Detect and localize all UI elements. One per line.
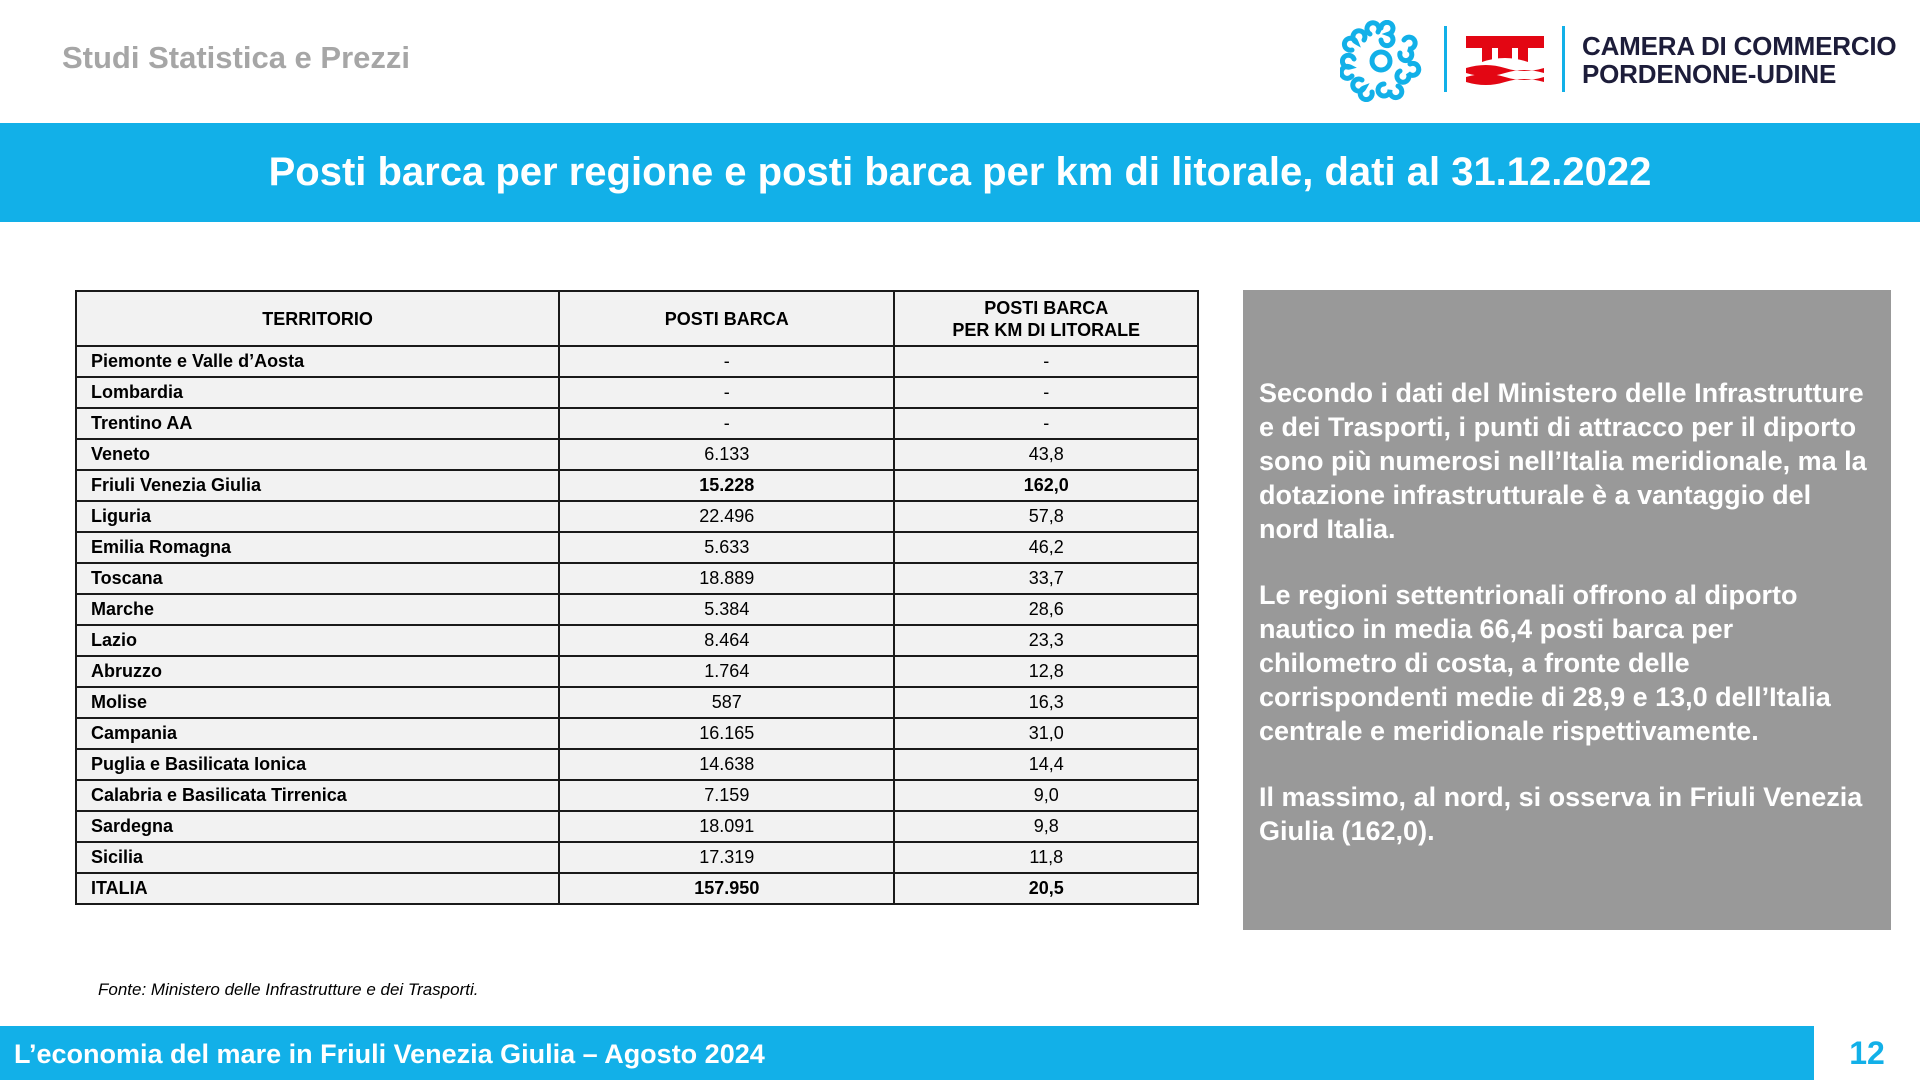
cell-posti-km: 14,4 bbox=[894, 749, 1198, 780]
cell-posti-km: 9,8 bbox=[894, 811, 1198, 842]
cell-posti-km: 57,8 bbox=[894, 501, 1198, 532]
cell-territorio: Trentino AA bbox=[76, 408, 559, 439]
table-row bbox=[76, 811, 1198, 842]
cell-territorio: Marche bbox=[76, 594, 559, 625]
cell-territorio: Emilia Romagna bbox=[76, 532, 559, 563]
table-row bbox=[76, 780, 1198, 811]
pordenone-udine-logo-icon bbox=[1464, 32, 1546, 90]
cell-posti-barca: 22.496 bbox=[559, 501, 894, 532]
column-header-posti-barca: POSTI BARCA bbox=[559, 291, 894, 346]
commentary-paragraph-3: Il massimo, al nord, si osserva in Friuli Venezia Giulia (162,0). bbox=[1259, 782, 1863, 846]
cell-posti-km: 11,8 bbox=[894, 842, 1198, 873]
cell-territorio: ITALIA bbox=[76, 873, 559, 904]
cell-posti-barca: 14.638 bbox=[559, 749, 894, 780]
cell-posti-barca: 17.319 bbox=[559, 842, 894, 873]
source-note: Fonte: Ministero delle Infrastrutture e dei Trasporti. bbox=[98, 980, 479, 999]
cell-posti-km: 16,3 bbox=[894, 687, 1198, 718]
commentary-paragraph-1: Secondo i dati del Ministero delle Infrastrutture e dei Trasporti, i punti di attracco per il diporto sono più numerosi nell’Italia meridionale, ma la dotazione infrastrutturale è a vantaggio del nord Italia. bbox=[1259, 378, 1867, 544]
cell-posti-barca: 7.159 bbox=[559, 780, 894, 811]
cell-posti-km: - bbox=[894, 346, 1198, 377]
table-row bbox=[76, 656, 1198, 687]
cell-territorio: Friuli Venezia Giulia bbox=[76, 470, 559, 501]
cell-posti-barca: 6.133 bbox=[559, 439, 894, 470]
cell-posti-barca: 15.228 bbox=[559, 470, 894, 501]
page-number: 12 bbox=[1849, 1035, 1885, 1071]
cell-territorio: Molise bbox=[76, 687, 559, 718]
cell-territorio: Abruzzo bbox=[76, 656, 559, 687]
cell-territorio: Lazio bbox=[76, 625, 559, 656]
cell-posti-barca: 18.889 bbox=[559, 563, 894, 594]
table-row bbox=[76, 594, 1198, 625]
cell-posti-km: - bbox=[894, 408, 1198, 439]
cell-posti-barca: 587 bbox=[559, 687, 894, 718]
cell-territorio: Puglia e Basilicata Ionica bbox=[76, 749, 559, 780]
cell-posti-km: 33,7 bbox=[894, 563, 1198, 594]
cell-posti-barca: 1.764 bbox=[559, 656, 894, 687]
cell-posti-km: 46,2 bbox=[894, 532, 1198, 563]
table-row bbox=[76, 842, 1198, 873]
table-row bbox=[76, 873, 1198, 904]
table-row bbox=[76, 439, 1198, 470]
org-name-line1: CAMERA DI COMMERCIO bbox=[1582, 31, 1897, 61]
table-row bbox=[76, 718, 1198, 749]
cell-territorio: Veneto bbox=[76, 439, 559, 470]
column-header-posti-km-line2: PER KM DI LITORALE bbox=[952, 319, 1141, 340]
cell-posti-km: 9,0 bbox=[894, 780, 1198, 811]
table-row bbox=[76, 563, 1198, 594]
cell-posti-km: 28,6 bbox=[894, 594, 1198, 625]
posti-barca-table bbox=[75, 290, 1199, 905]
cell-posti-km: 20,5 bbox=[894, 873, 1198, 904]
table-row bbox=[76, 687, 1198, 718]
cell-posti-barca: - bbox=[559, 408, 894, 439]
column-header-posti-km bbox=[894, 291, 1198, 346]
cell-posti-km: 162,0 bbox=[894, 470, 1198, 501]
cell-posti-km: 12,8 bbox=[894, 656, 1198, 687]
column-header-territorio: TERRITORIO bbox=[76, 291, 559, 346]
cell-territorio: Sicilia bbox=[76, 842, 559, 873]
cell-posti-barca: 5.633 bbox=[559, 532, 894, 563]
cell-posti-barca: 5.384 bbox=[559, 594, 894, 625]
divider-line bbox=[1444, 26, 1448, 92]
title-bar bbox=[0, 123, 1920, 222]
table-row bbox=[76, 749, 1198, 780]
header-logos bbox=[1340, 16, 1910, 102]
cell-territorio: Campania bbox=[76, 718, 559, 749]
cell-posti-km: 23,3 bbox=[894, 625, 1198, 656]
cell-posti-barca: 8.464 bbox=[559, 625, 894, 656]
chamber-of-commerce-logo-icon bbox=[1340, 20, 1422, 102]
cell-posti-km: 43,8 bbox=[894, 439, 1198, 470]
footer-text: L’economia del mare in Friuli Venezia Giulia – Agosto 2024 bbox=[14, 1039, 765, 1069]
table-row bbox=[76, 408, 1198, 439]
table-row bbox=[76, 625, 1198, 656]
cell-territorio: Lombardia bbox=[76, 377, 559, 408]
column-header-posti-km-line1: POSTI BARCA bbox=[984, 297, 1109, 318]
cell-posti-km: - bbox=[894, 377, 1198, 408]
cell-posti-km: 31,0 bbox=[894, 718, 1198, 749]
table-row bbox=[76, 501, 1198, 532]
organization-name bbox=[1582, 32, 1896, 88]
footer-bar bbox=[0, 1026, 1814, 1080]
cell-territorio: Sardegna bbox=[76, 811, 559, 842]
page-title: Posti barca per regione e posti barca per km di litorale, dati al 31.12.2022 bbox=[268, 150, 1652, 194]
table-row bbox=[76, 346, 1198, 377]
commentary-box bbox=[1243, 290, 1891, 930]
cell-territorio: Liguria bbox=[76, 501, 559, 532]
table-header-row bbox=[76, 291, 1198, 346]
table-row bbox=[76, 532, 1198, 563]
cell-territorio: Toscana bbox=[76, 563, 559, 594]
table-row bbox=[76, 377, 1198, 408]
commentary-paragraph-2: Le regioni settentrionali offrono al diporto nautico in media 66,4 posti barca per chilometro di costa, a fronte delle corrispondenti medie di 28,9 e 13,0 dell’Italia centrale e meridionale rispettivamente. bbox=[1259, 580, 1831, 746]
cell-territorio: Piemonte e Valle d’Aosta bbox=[76, 346, 559, 377]
cell-posti-barca: 157.950 bbox=[559, 873, 894, 904]
cell-posti-barca: - bbox=[559, 346, 894, 377]
cell-posti-barca: 16.165 bbox=[559, 718, 894, 749]
cell-territorio: Calabria e Basilicata Tirrenica bbox=[76, 780, 559, 811]
divider-line bbox=[1562, 26, 1566, 92]
table-row bbox=[76, 470, 1198, 501]
org-name-line2: PORDENONE-UDINE bbox=[1582, 59, 1837, 89]
cell-posti-barca: - bbox=[559, 377, 894, 408]
department-label: Studi Statistica e Prezzi bbox=[62, 40, 410, 75]
cell-posti-barca: 18.091 bbox=[559, 811, 894, 842]
